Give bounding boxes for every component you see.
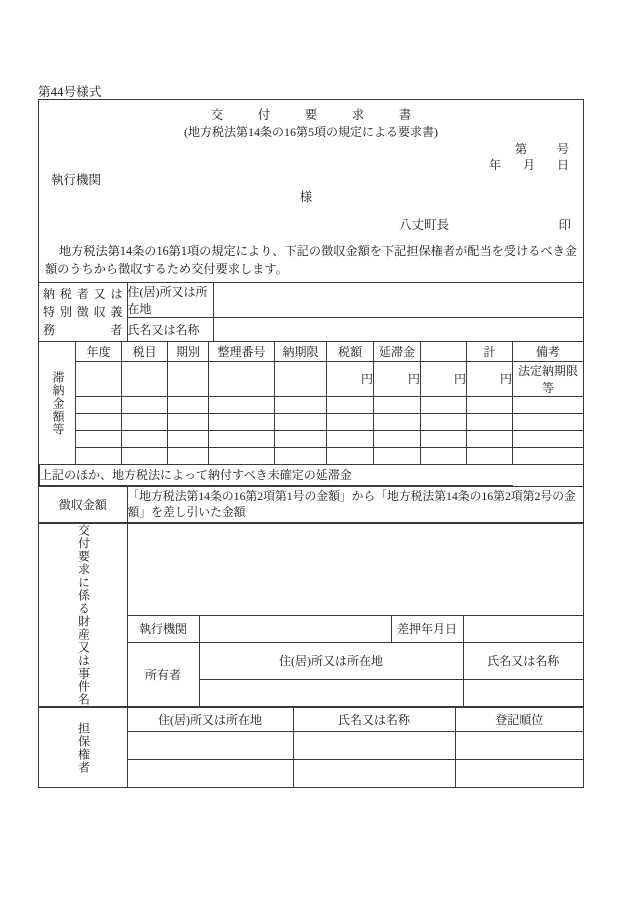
security-holder-table [39,707,583,788]
taxpayer-label-ch1: 納 [43,287,56,302]
cell-total[interactable] [467,447,513,464]
cell-reference-number[interactable] [209,396,275,413]
form-subtitle: (地方税法第14条の16第5項の規定による要求書) [184,125,438,139]
property-executing-agency-label: 執行機関 [127,615,199,642]
collection-amount-table [39,486,583,523]
cell-due-date[interactable] [275,396,327,413]
cell-due-date[interactable] [275,430,327,447]
security-holder-side-label: 担保権者 [76,721,91,774]
property-description-row [39,523,583,615]
col-header-remarks: 備考 [513,342,584,361]
cell-period[interactable] [168,447,209,464]
form-outer-frame [38,99,584,788]
security-holder-header-row [39,707,583,731]
date-month-label: 月 [522,158,535,172]
cell-total[interactable] [467,396,513,413]
cell-year[interactable] [76,396,122,413]
security-cell-address[interactable] [127,731,293,759]
table-row [40,430,584,447]
taxpayer-label [39,283,127,341]
cell-period[interactable] [168,430,209,447]
taxpayer-table [39,282,583,342]
taxpayer-label-ch2: 税 [59,287,72,302]
cell-blank[interactable] [421,430,467,447]
table-row [40,396,584,413]
taxpayer-label-ch8: 徴 [76,305,89,320]
property-description-value[interactable] [127,523,583,615]
security-holder-side-label-cell [39,707,127,787]
form-header [39,100,583,238]
cell-due-date[interactable] [275,447,327,464]
cell-late-charge[interactable] [374,447,421,464]
property-owner-name-value[interactable] [463,679,583,706]
col-header-late-charge: 延滞金 [374,342,421,361]
cell-blank[interactable] [421,447,467,464]
taxpayer-label-ch4: 又 [93,287,106,302]
document-number-prefix: 第 [514,142,527,156]
delinquency-header-row [40,342,584,361]
cell-tax-amount[interactable] [327,396,374,413]
property-owner-address-value[interactable] [199,679,463,706]
cell-reference-number[interactable] [209,413,275,430]
header-executing-agency-label: 執行機関 [51,173,102,187]
security-col-header-address: 住(居)所又は所在地 [127,707,293,731]
cell-late-charge[interactable] [374,396,421,413]
unit-remarks: 法定納期限等 [513,361,584,396]
cell-remarks[interactable] [513,430,584,447]
document-date-line [489,156,569,173]
collection-amount-text: 「地方税法第14条の16第2項第1号の金額」から「地方税法第14条の16第2項第2号の金額」を差し引いた金額 [127,486,583,522]
table-row [40,413,584,430]
security-cell-registration-rank[interactable] [455,731,583,759]
cell-tax-item[interactable] [122,396,168,413]
col-header-tax-item: 税目 [122,342,168,361]
property-side-label-cell [39,523,127,706]
unit-due-date [275,361,327,396]
col-header-due-date: 納期限 [275,342,327,361]
unit-period [168,361,209,396]
property-side-label: 交付要求に係る財産又は事件名 [76,523,91,706]
security-cell-name[interactable] [293,731,455,759]
col-header-blank [421,342,467,361]
col-header-year: 年度 [76,342,122,361]
date-day-label: 日 [556,158,569,172]
cell-year[interactable] [76,430,122,447]
taxpayer-address-value[interactable] [213,283,583,318]
col-header-period: 期別 [168,342,209,361]
cell-remarks[interactable] [513,413,584,430]
taxpayer-label-ch5: は [110,287,123,302]
property-seizure-date-label: 差押年月日 [391,615,463,642]
cell-late-charge[interactable] [374,430,421,447]
addressee-honorific: 様 [299,190,313,204]
col-header-tax-amount: 税額 [327,342,374,361]
delinquency-table [39,342,583,486]
collection-amount-label: 徴収金額 [39,486,127,522]
taxpayer-label-ch3: 者 [76,287,89,302]
taxpayer-name-label: 氏名又は名称 [127,318,213,342]
cell-period[interactable] [168,396,209,413]
security-cell-registration-rank[interactable] [455,759,583,787]
taxpayer-name-value[interactable] [213,318,583,342]
property-seizure-date-value[interactable] [463,615,583,642]
taxpayer-label-ch7: 別 [59,305,72,320]
unit-tax-amount: 円 [327,361,374,396]
cell-remarks[interactable] [513,447,584,464]
taxpayer-label-ch9: 収 [93,305,106,320]
taxpayer-address-row [39,283,583,318]
col-header-reference-number: 整理番号 [209,342,275,361]
property-table [39,523,583,707]
document-number-suffix: 号 [556,142,569,156]
security-col-header-registration-rank: 登記順位 [455,707,583,731]
unit-total: 円 [467,361,513,396]
taxpayer-label-ch6: 特 [43,305,56,320]
cell-total[interactable] [467,430,513,447]
taxpayer-address-label: 住(居)所又は所在地 [127,283,213,318]
cell-tax-amount[interactable] [327,447,374,464]
cell-year[interactable] [76,447,122,464]
property-executing-agency-value[interactable] [199,615,391,642]
cell-period[interactable] [168,413,209,430]
cell-blank[interactable] [421,413,467,430]
issuer-name: 八丈町長 [399,218,450,232]
cell-due-date[interactable] [275,413,327,430]
form-title: 交 付 要 求 書 [210,108,423,122]
cell-late-charge[interactable] [374,413,421,430]
date-year-label: 年 [488,158,501,172]
cell-year[interactable] [76,413,122,430]
taxpayer-label-cell [39,283,127,342]
form-number: 第44号様式 [38,85,102,99]
unit-reference-number [209,361,275,396]
collection-amount-row [39,486,583,522]
cell-total[interactable] [467,413,513,430]
security-col-header-name: 氏名又は名称 [293,707,455,731]
unit-late-charge: 円 [374,361,421,396]
cell-reference-number[interactable] [209,447,275,464]
property-owner-name-header: 氏名又は名称 [463,642,583,679]
cell-blank[interactable] [421,396,467,413]
property-owner-label: 所有者 [127,642,199,706]
cell-tax-amount[interactable] [327,430,374,447]
col-header-total: 計 [467,342,513,361]
delinquency-side-label-cell [40,342,76,464]
cell-tax-item[interactable] [122,447,168,464]
delinquency-side-label: 滞納金額等 [50,370,65,436]
unit-tax-item [122,361,168,396]
taxpayer-label-ch11: 務 [43,323,56,338]
security-cell-address[interactable] [127,759,293,787]
taxpayer-label-ch12: 者 [110,323,123,338]
seal-mark: 印 [558,218,571,232]
table-row [40,447,584,464]
delinquency-unit-row [40,361,584,396]
delinquency-footnote-row [40,464,584,485]
cell-reference-number[interactable] [209,430,275,447]
security-cell-name[interactable] [293,759,455,787]
unit-year [76,361,122,396]
delinquency-footnote: 上記のほか、地方税法によって納付すべき未確定の延滞金 [40,464,513,485]
cell-tax-item[interactable] [122,430,168,447]
intro-paragraph: 地方税法第14条の16第1項の規定により、下記の徴収金額を下記担保権者が配当を受けるべき金額のうちから徴収するため交付要求します。 [45,244,577,276]
document-number-line [515,140,569,157]
cell-remarks[interactable] [513,396,584,413]
property-owner-address-header: 住(居)所又は所在地 [199,642,463,679]
unit-blank: 円 [421,361,467,396]
cell-tax-amount[interactable] [327,413,374,430]
taxpayer-label-ch10: 義 [110,305,123,320]
cell-tax-item[interactable] [122,413,168,430]
